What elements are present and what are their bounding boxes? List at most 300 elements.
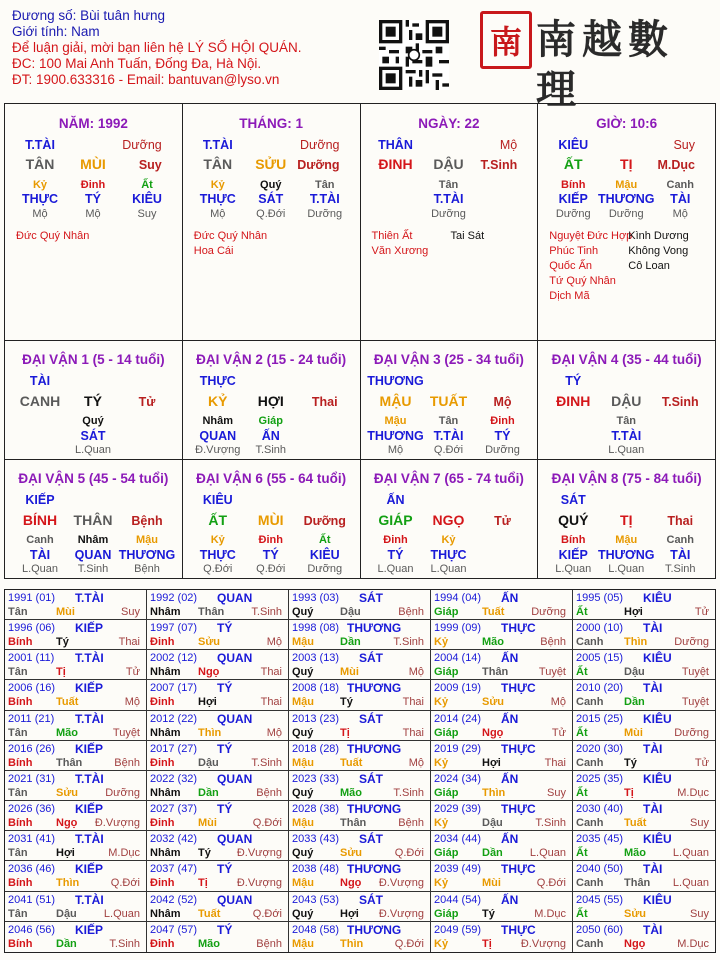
year-stem: Ất: [576, 606, 588, 618]
year-stage: Thai: [402, 696, 424, 709]
dai-van-hidden-phase: T.Sinh: [77, 563, 109, 575]
year-cell: [5, 922, 147, 952]
year-label: 2028 (38): [292, 803, 340, 816]
dai-van-7: [361, 460, 539, 578]
hidden-god: SÁT: [258, 192, 284, 206]
dai-van-hidden-god: THƯƠNG: [367, 429, 424, 443]
dai-van-hidden-stem: Kỷ: [210, 534, 225, 546]
dai-van-hidden-phase: L.Quan: [430, 563, 467, 575]
year-stem: Quý: [292, 666, 314, 679]
year-ten-god: TÝ: [217, 862, 233, 877]
year-branch: Dậu: [56, 907, 77, 920]
year-label: 2048 (58): [292, 923, 340, 936]
year-ten-god: TÀI: [643, 922, 663, 937]
dai-van-stem: GIÁP: [378, 512, 413, 528]
dai-van-hidden-god: TÝ: [262, 548, 279, 562]
pillar-ten-god: KIÊU: [558, 138, 589, 152]
year-ten-god: KIÊU: [643, 651, 672, 666]
year-label: 2037 (47): [150, 863, 198, 876]
shensha-item: Phúc Tinh: [549, 245, 599, 257]
year-stage: Đ.Vượng: [94, 817, 140, 830]
year-stage: Tử: [125, 666, 140, 679]
dai-van-hidden-god: T.TÀI: [611, 429, 642, 443]
dai-van-6: [183, 460, 361, 578]
year-label: 2034 (44): [434, 833, 482, 846]
year-stem: Canh: [576, 696, 604, 709]
year-label: 1998 (08): [292, 622, 340, 635]
year-stage: Tuyệt: [112, 726, 140, 739]
pillar-branch: TỊ: [620, 156, 633, 172]
year-ten-god: KIÊU: [643, 771, 672, 786]
dai-van-stem: CANH: [19, 393, 61, 409]
year-cell: [573, 711, 715, 741]
year-stem: Giáp: [434, 606, 459, 618]
year-label: 2049 (59): [434, 923, 482, 936]
year-label: 2044 (54): [434, 893, 482, 906]
pillar-ten-god: T.TÀI: [202, 138, 233, 152]
year-stem: Ất: [576, 907, 588, 920]
pillar-stage: M.Dục: [657, 158, 695, 172]
pillar-2: [183, 104, 361, 340]
year-ten-god: THỰC: [501, 681, 536, 696]
year-branch: Ngọ: [482, 726, 504, 739]
dai-van-hidden-stem: Mậu: [136, 534, 158, 546]
year-branch: Tuất: [198, 907, 221, 920]
year-stem: Nhâm: [150, 907, 181, 920]
year-branch: Dần: [340, 636, 361, 649]
hidden-stem: Ất: [141, 179, 153, 191]
year-label: 2003 (13): [292, 652, 340, 665]
year-ten-god: KIẾP: [75, 621, 104, 636]
year-stage: Mộ: [408, 756, 424, 769]
year-cell: [573, 620, 715, 650]
dai-van-hidden-god: QUAN: [199, 429, 237, 443]
year-branch: Dậu: [198, 756, 219, 769]
pillar-stage: Suy: [138, 158, 162, 172]
year-branch: Mão: [624, 847, 646, 860]
year-label: 2012 (22): [150, 712, 198, 725]
year-cell: [5, 590, 147, 620]
year-stem: Mậu: [292, 696, 314, 709]
pillar-branch: DẬU: [433, 156, 464, 172]
year-label: 2023 (33): [292, 772, 340, 785]
year-cell: [147, 711, 289, 741]
year-stage: Mộ: [550, 696, 566, 709]
year-stem: Tân: [8, 606, 28, 618]
year-cell: [5, 711, 147, 741]
year-label: 2011 (21): [8, 712, 55, 725]
address: ĐC: 100 Mai Anh Tuấn, Đống Đa, Hà Nội.: [12, 56, 262, 71]
hidden-phase: Suy: [137, 208, 157, 220]
year-branch: Thìn: [482, 786, 506, 799]
year-label: 2022 (32): [150, 772, 198, 785]
dai-van-hidden-god: TÝ: [387, 548, 404, 562]
logo-text: 南越數理: [536, 16, 674, 113]
year-cell: [573, 922, 715, 952]
year-label: 2030 (40): [576, 803, 624, 816]
year-ten-god: THỰC: [501, 802, 536, 817]
year-label: 2006 (16): [8, 682, 56, 695]
year-cell: [431, 620, 573, 650]
dai-van-hidden-stem: Đinh: [490, 415, 515, 427]
year-stage: L.Quan: [672, 877, 709, 890]
year-stem: Giáp: [434, 847, 459, 860]
pillar-ten-god: THÂN: [378, 138, 413, 152]
year-stage: Mộ: [124, 696, 140, 709]
year-cell: [431, 922, 573, 952]
year-ten-god: THƯƠNG: [347, 922, 402, 937]
year-stage: Bệnh: [256, 937, 282, 950]
year-ten-god: THỰC: [501, 741, 536, 756]
dai-van-ten-god: KIÊU: [202, 493, 233, 507]
dai-van-stage: Mộ: [493, 395, 512, 409]
dai-van-hidden-god: THỰC: [199, 548, 236, 562]
year-label: 2020 (30): [576, 742, 624, 755]
year-stage: Bệnh: [398, 606, 424, 618]
year-cell: [573, 861, 715, 891]
year-stem: Quý: [292, 606, 314, 618]
year-stage: Q.Đới: [536, 877, 566, 890]
year-stage: Suy: [690, 817, 709, 830]
year-branch: Tuất: [340, 756, 363, 769]
year-stem: Bính: [8, 636, 33, 649]
annual-cycle-table: [4, 589, 716, 953]
year-ten-god: SÁT: [359, 892, 383, 907]
shensha-item: Dịch Mã: [549, 290, 590, 302]
year-ten-god: TÀI: [643, 802, 663, 817]
year-stage: Bệnh: [114, 756, 140, 769]
hidden-stem: Mậu: [615, 179, 638, 191]
year-cell: [289, 892, 431, 922]
year-cell: [289, 922, 431, 952]
dai-van-3: [361, 341, 539, 459]
year-label: 2039 (49): [434, 863, 482, 876]
year-ten-god: TÝ: [217, 681, 233, 696]
dai-van-ten-god: THỰC: [199, 374, 236, 388]
shensha-item: Đức Quý Nhân: [193, 230, 268, 242]
hidden-god: THƯƠNG: [598, 192, 655, 206]
dai-van-branch: TUẤT: [429, 393, 468, 409]
year-cell: [573, 801, 715, 831]
year-label: 1992 (02): [150, 592, 198, 604]
year-stage: Q.Đới: [394, 847, 424, 860]
year-stage: Dưỡng: [674, 636, 709, 649]
year-cell: [289, 650, 431, 680]
year-branch: Tị: [56, 666, 66, 679]
hidden-god: T.TÀI: [433, 192, 464, 206]
year-ten-god: ẤN: [501, 892, 519, 907]
year-label: 2050 (60): [576, 923, 624, 936]
year-stage: Dưỡng: [674, 726, 709, 739]
year-cell: [289, 711, 431, 741]
year-ten-god: THƯƠNG: [347, 862, 402, 877]
year-stem: Giáp: [434, 907, 459, 920]
year-stage: Q.Đới: [394, 937, 424, 950]
year-ten-god: THƯƠNG: [347, 681, 402, 696]
year-cell: [147, 892, 289, 922]
year-stage: Tử: [694, 606, 709, 618]
year-cell: [5, 831, 147, 861]
dai-van-hidden-god: SÁT: [80, 429, 106, 443]
year-label: 2018 (28): [292, 742, 340, 755]
year-stem: Đinh: [150, 877, 175, 890]
year-branch: Thìn: [56, 877, 80, 890]
four-pillars-table: [4, 103, 716, 341]
year-stem: Quý: [292, 907, 314, 920]
year-branch: Thân: [340, 817, 367, 830]
year-ten-god: SÁT: [359, 771, 383, 786]
year-stem: Bính: [8, 937, 33, 950]
dai-van-hidden-phase: Bệnh: [134, 563, 160, 575]
year-cell: [147, 590, 289, 620]
year-cell: [573, 831, 715, 861]
year-stem: Canh: [576, 817, 604, 830]
year-stem: Đinh: [150, 696, 175, 709]
dai-van-ten-god: THƯƠNG: [367, 374, 424, 388]
year-ten-god: KIẾP: [75, 862, 104, 877]
dai-van-branch: DẬU: [611, 393, 642, 409]
year-ten-god: TÀI: [643, 741, 663, 756]
year-branch: Hợi: [340, 907, 359, 920]
dai-van-hidden-god: KIÊU: [309, 548, 340, 562]
year-stem: Đinh: [150, 817, 175, 830]
year-ten-god: TÝ: [217, 621, 233, 636]
dai-van-hidden-phase: L.Quan: [608, 563, 645, 575]
pillar-stage-top: Suy: [673, 138, 695, 152]
dai-van-hidden-phase: Q.Đới: [433, 444, 464, 456]
dai-van-4: [538, 341, 715, 459]
year-ten-god: SÁT: [359, 832, 383, 847]
hidden-stem: Tân: [438, 179, 459, 191]
year-stem: Nhâm: [150, 666, 181, 679]
year-cell: [5, 741, 147, 771]
year-stem: Ất: [576, 847, 588, 860]
dai-van-title: ĐẠI VẬN 6 (55 - 64 tuổi): [196, 471, 347, 486]
year-ten-god: TÀI: [643, 862, 663, 877]
dai-van-stage: Bệnh: [131, 514, 163, 528]
year-stem: Mậu: [292, 877, 314, 890]
year-stage: T.Sinh: [535, 817, 566, 830]
year-branch: Sửu: [340, 847, 363, 860]
year-stage: L.Quan: [103, 907, 140, 920]
year-branch: Hợi: [56, 847, 75, 860]
year-ten-god: KIẾP: [75, 741, 104, 756]
year-label: 2007 (17): [150, 682, 198, 695]
dai-van-hidden-god: TÀI: [670, 548, 691, 562]
year-cell: [5, 801, 147, 831]
dai-van-stage: Tử: [138, 395, 156, 409]
pillar-stage-top: Dưỡng: [300, 138, 340, 152]
hidden-phase: Dưỡng: [608, 208, 644, 220]
hidden-god: TÀI: [670, 192, 691, 206]
dai-van-hidden-god: ẤN: [261, 429, 280, 443]
year-label: 2004 (14): [434, 652, 482, 665]
year-stem: Tân: [8, 786, 28, 799]
shensha-item-2: Tai Sát: [450, 230, 485, 242]
qr-code-icon: [379, 20, 449, 90]
hidden-stem: Canh: [666, 179, 694, 191]
year-ten-god: ẤN: [501, 651, 519, 666]
year-stem: Bính: [8, 696, 33, 709]
year-cell: [5, 771, 147, 801]
year-ten-god: KIÊU: [643, 591, 672, 605]
year-cell: [431, 771, 573, 801]
year-cell: [147, 771, 289, 801]
dai-van-2: [183, 341, 361, 459]
year-ten-god: QUAN: [217, 771, 253, 786]
year-cell: [147, 680, 289, 710]
dai-van-5: [5, 460, 183, 578]
year-ten-god: ẤN: [501, 711, 519, 726]
year-branch: Dần: [482, 847, 503, 860]
year-stem: Ất: [576, 786, 588, 799]
year-ten-god: KIÊU: [643, 832, 672, 847]
dai-van-title: ĐẠI VẬN 5 (45 - 54 tuổi): [18, 471, 169, 486]
pillar-ten-god: T.TÀI: [25, 138, 55, 152]
year-label: 2025 (35): [576, 772, 624, 785]
year-stage: Tuyệt: [681, 696, 709, 709]
dai-van-stage: Thai: [311, 395, 338, 409]
hidden-phase: Dưỡng: [555, 208, 591, 220]
year-stage: Thai: [544, 756, 566, 769]
year-stage: T.Sinh: [251, 756, 282, 769]
year-label: 2046 (56): [8, 923, 56, 936]
year-stage: Tử: [551, 726, 566, 739]
dai-van-hidden-god: T.TÀI: [433, 429, 464, 443]
hidden-stem: Kỷ: [32, 179, 48, 191]
year-stage: T.Sinh: [393, 786, 424, 799]
dai-van-stem: MẬU: [379, 393, 412, 409]
year-branch: Tị: [624, 786, 634, 799]
year-stem: Tân: [8, 907, 28, 920]
year-stem: Giáp: [434, 666, 459, 679]
year-cell: [289, 680, 431, 710]
year-ten-god: THỰC: [501, 922, 536, 937]
year-label: 2027 (37): [150, 803, 198, 816]
year-stem: Tân: [8, 847, 28, 860]
year-cell: [573, 650, 715, 680]
year-stem: Canh: [576, 636, 604, 649]
shensha-item: Văn Xương: [371, 245, 429, 257]
year-branch: Hợi: [624, 606, 643, 618]
year-branch: Tý: [340, 696, 353, 709]
year-branch: Ngọ: [56, 817, 78, 830]
dai-van-hidden-god: THƯƠNG: [598, 548, 655, 562]
year-stage: Tuyệt: [681, 666, 709, 679]
year-label: 1997 (07): [150, 622, 198, 635]
dai-van-branch: TỊ: [620, 512, 633, 528]
pillar-stage-top: Dưỡng: [122, 138, 162, 152]
pillar-stem: ĐINH: [378, 156, 413, 172]
year-stage: M.Dục: [677, 786, 709, 799]
year-ten-god: SÁT: [359, 591, 383, 605]
hidden-stem: Tân: [314, 179, 335, 191]
shensha-item-2: Kình Dương: [628, 230, 689, 242]
year-ten-god: QUAN: [217, 651, 253, 666]
year-branch: Mão: [56, 726, 78, 739]
year-cell: [431, 650, 573, 680]
year-cell: [289, 771, 431, 801]
year-branch: Thìn: [624, 636, 648, 649]
year-cell: [431, 801, 573, 831]
year-branch: Thìn: [340, 937, 364, 950]
year-stage: L.Quan: [529, 847, 566, 860]
year-label: 1993 (03): [292, 592, 340, 604]
year-branch: Thân: [624, 877, 651, 890]
dai-van-hidden-stem: Đinh: [383, 534, 408, 546]
year-label: 2043 (53): [292, 893, 340, 906]
year-branch: Thìn: [198, 726, 222, 739]
hidden-god: KIẾP: [558, 192, 588, 206]
year-ten-god: KIẾP: [75, 802, 104, 817]
year-ten-god: T.TÀI: [75, 711, 104, 726]
year-cell: [147, 620, 289, 650]
shensha-item: Quốc Ấn: [549, 260, 593, 272]
year-label: 1996 (06): [8, 622, 56, 635]
year-label: 2021 (31): [8, 772, 56, 785]
year-ten-god: THƯƠNG: [347, 741, 402, 756]
year-ten-god: QUAN: [217, 711, 253, 726]
year-branch: Ngọ: [340, 877, 362, 890]
pillar-stem: TÂN: [203, 156, 233, 172]
year-cell: [147, 831, 289, 861]
year-ten-god: TÝ: [217, 741, 233, 756]
year-cell: [431, 590, 573, 620]
year-ten-god: SÁT: [359, 651, 383, 666]
year-ten-god: T.TÀI: [75, 832, 104, 847]
pillar-stem: ẤT: [563, 156, 583, 172]
dai-van-hidden-phase: L.Quan: [21, 563, 59, 575]
hidden-god: KIÊU: [132, 192, 162, 206]
contact-note: Để luận giải, mời bạn liên hệ LÝ SỐ HỘI QUÁN.: [12, 40, 302, 55]
year-stage: Suy: [121, 606, 140, 618]
hidden-phase: Mộ: [32, 208, 48, 220]
pillar-stem: TÂN: [25, 156, 55, 172]
year-ten-god: QUAN: [217, 892, 253, 907]
dai-van-stem: ẤT: [208, 512, 228, 528]
year-stem: Canh: [576, 756, 604, 769]
hidden-god: THỰC: [21, 192, 59, 206]
year-stem: Giáp: [434, 786, 459, 799]
year-stage: Suy: [547, 786, 566, 799]
year-ten-god: THỰC: [501, 862, 536, 877]
hidden-phase: Dưỡng: [431, 208, 466, 220]
year-ten-god: ẤN: [501, 591, 519, 605]
year-ten-god: QUAN: [217, 591, 253, 605]
year-branch: Mão: [198, 937, 220, 950]
dai-van-stem: BÍNH: [22, 512, 58, 528]
shensha-item: Tứ Quý Nhân: [549, 275, 616, 287]
dai-van-stem: ĐINH: [556, 393, 591, 409]
year-cell: [431, 741, 573, 771]
year-label: 2001 (11): [8, 652, 55, 665]
year-stage: Thai: [260, 666, 282, 679]
phone-email: ĐT: 1900.633316 - Email: bantuvan@lyso.vn: [12, 72, 280, 87]
year-stage: Mộ: [266, 636, 282, 649]
year-branch: Ngọ: [624, 937, 646, 950]
dai-van-hidden-stem: Kỷ: [441, 534, 456, 546]
year-ten-god: KIÊU: [643, 892, 672, 907]
year-cell: [5, 650, 147, 680]
dai-van-stem: KỶ: [208, 393, 228, 409]
pillar-branch: SỬU: [255, 156, 287, 172]
year-label: 1994 (04): [434, 592, 482, 604]
year-ten-god: TÀI: [643, 621, 663, 636]
dai-van-hidden-stem: Tân: [438, 415, 459, 427]
dai-van-branch: NGỌ: [432, 512, 465, 528]
dai-van-hidden-stem: Tân: [616, 415, 637, 427]
year-stem: Kỷ: [434, 877, 449, 890]
